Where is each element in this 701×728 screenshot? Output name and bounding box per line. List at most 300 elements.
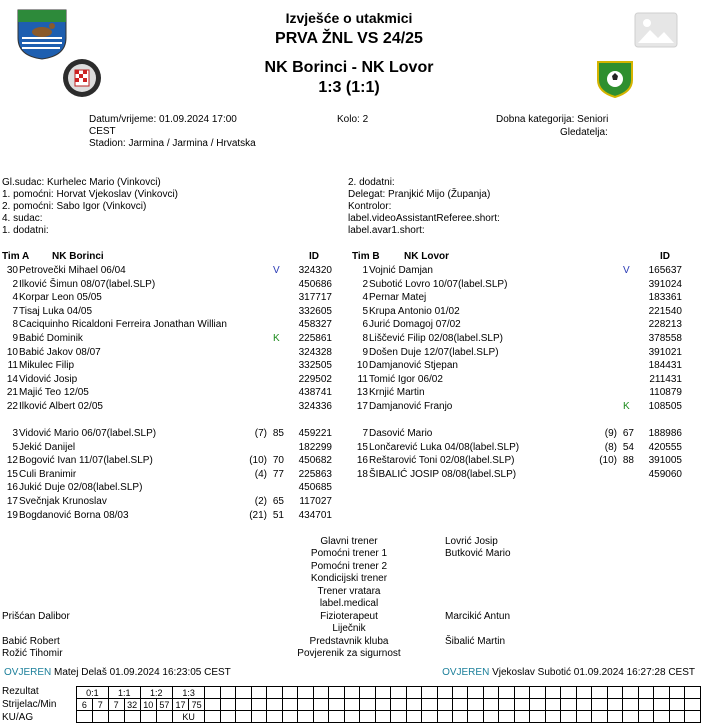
score-grid: [76, 686, 701, 723]
player-name: Reštarović Toni 02/08(label.SLP): [369, 455, 515, 467]
player-id: 228213: [648, 319, 682, 331]
player-id: 211431: [649, 373, 682, 385]
score-cell: [391, 711, 406, 723]
player-id: 391024: [648, 278, 682, 290]
player-row: [0, 305, 340, 318]
player-row: [350, 400, 690, 413]
staff-role: Povjerenik za sigurnost: [297, 648, 401, 659]
score-cell: [576, 699, 591, 711]
player-id: 438741: [298, 387, 332, 399]
player-name: Liščević Filip 02/08(label.SLP): [369, 333, 503, 344]
score-cell: 32: [124, 699, 140, 711]
player-id: 378558: [648, 333, 682, 344]
official-line: 1. dodatni:: [2, 225, 49, 236]
substitution-minute: 88: [622, 455, 634, 467]
player-number: 15: [6, 468, 18, 480]
score-cell: [607, 711, 622, 723]
player-number: 8: [12, 319, 18, 331]
score-cell: [654, 699, 669, 711]
score-cell: [638, 699, 653, 711]
stadium: Stadion: Jarmina / Jarmina / Hrvatska: [89, 138, 256, 149]
player-id: 458327: [298, 319, 332, 331]
substitute-row: [0, 454, 340, 467]
player-number: 14: [6, 373, 18, 385]
official-line: label.avar1.short:: [348, 225, 425, 236]
player-row: [350, 278, 690, 291]
verification-right: [442, 667, 695, 678]
player-name: Došen Duje 12/07(label.SLP): [369, 346, 499, 358]
team-a-security: Rožić Tihomir: [2, 648, 63, 659]
score-cell: 7: [108, 699, 124, 711]
score-cell: [77, 711, 93, 723]
score-cell: [267, 687, 282, 699]
score-cell: [220, 699, 235, 711]
score-row-results: [77, 687, 701, 699]
score-cell: [483, 687, 498, 699]
score-cell: [530, 711, 545, 723]
team-a-id-header: ID: [309, 251, 319, 262]
score-cell: [499, 687, 514, 699]
official-line: 2. pomoćni: Sabo Igor (Vinkovci): [2, 201, 147, 212]
player-number: 12: [6, 455, 18, 467]
team-a-name: NK Borinci: [52, 251, 104, 262]
score-cell: [391, 699, 406, 711]
score-cell: [530, 687, 545, 699]
player-name: Dasović Mario: [369, 428, 433, 439]
score-cell: [360, 687, 375, 699]
player-id: 117027: [299, 496, 332, 507]
player-id: 184431: [648, 360, 682, 372]
score-cell: [576, 711, 591, 723]
score-cell: [375, 687, 390, 699]
score-cell: [545, 699, 560, 711]
score-cell: [638, 687, 653, 699]
substitute-row: [350, 454, 690, 467]
staff-role: Predstavnik kluba: [309, 636, 389, 647]
score-cell: [685, 711, 701, 723]
player-row: [350, 346, 690, 359]
substitution-minute: 85: [272, 428, 284, 439]
player-row: [350, 359, 690, 372]
score-cell: [140, 711, 156, 723]
match-title: NK Borinci - NK Lovor: [264, 59, 434, 76]
player-id: 225863: [298, 468, 332, 480]
score-cell: [499, 699, 514, 711]
staff-role: Kondicijski trener: [310, 573, 388, 584]
score-cell: KU: [172, 711, 204, 723]
substitute-row: [350, 427, 690, 440]
player-id: 332605: [298, 305, 332, 317]
score-cell: [236, 699, 251, 711]
player-number: 9: [362, 346, 368, 358]
player-number: 7: [12, 305, 18, 317]
player-number: 9: [12, 333, 18, 344]
team-b-physio: Marcikić Antun: [445, 611, 511, 622]
player-number: 10: [356, 360, 368, 372]
player-name: Caciquinho Ricaldoni Ferreira Jonathan Willian: [19, 319, 227, 331]
player-id: 450682: [298, 455, 332, 467]
score-cell: [124, 711, 140, 723]
score-cell: [483, 711, 498, 723]
score-cell: [654, 711, 669, 723]
player-id: 391005: [648, 455, 682, 467]
score-cell: [607, 699, 622, 711]
player-id: 165637: [648, 265, 682, 276]
score-cell: [282, 699, 297, 711]
score-cell: [236, 711, 251, 723]
official-line: 2. dodatni:: [348, 177, 395, 188]
score-cell: [313, 711, 328, 723]
score-cell: [592, 687, 607, 699]
substitute-row: [350, 441, 690, 454]
score-cell: [251, 711, 266, 723]
player-name: Tisaj Luka 04/05: [19, 305, 93, 317]
staff-role: label.medical: [319, 598, 379, 609]
score-cell: [251, 687, 266, 699]
player-number: 22: [6, 401, 18, 412]
score-cell: [205, 711, 220, 723]
score-cell: 1:2: [140, 687, 172, 699]
player-id: 221540: [648, 305, 682, 317]
team-b-id-header: ID: [660, 251, 670, 262]
player-row: [0, 346, 340, 359]
team-a-physio: Prišćan Dalibor: [2, 611, 70, 622]
substitution-minute: 51: [272, 509, 284, 521]
score-label-ku: KU/AG: [2, 712, 34, 723]
score-cell: [406, 711, 421, 723]
match-datetime: Datum/vrijeme: 01.09.2024 17:00: [89, 114, 237, 125]
team-b-head-coach: Lovrić Josip: [445, 536, 498, 547]
image-placeholder-icon: [634, 12, 678, 48]
player-id: 324320: [298, 265, 332, 276]
player-number: 11: [357, 373, 368, 385]
score-cell: [298, 711, 313, 723]
substitution-minute: 67: [622, 428, 634, 439]
substitute-row: [0, 495, 340, 508]
player-number: 16: [356, 455, 368, 467]
player-row: [0, 386, 340, 399]
player-id: 324336: [298, 401, 332, 412]
player-row: [0, 400, 340, 413]
score-cell: [220, 687, 235, 699]
score-cell: [344, 699, 359, 711]
score-cell: [452, 687, 467, 699]
competition-name: PRVA ŽNL VS 24/25: [275, 30, 423, 47]
score-cell: [422, 711, 437, 723]
official-line: Kontrolor:: [348, 201, 392, 212]
player-name: Petrovečki Mihael 06/04: [19, 265, 126, 276]
score-cell: 75: [189, 699, 205, 711]
captain-badge: K: [273, 333, 280, 344]
player-number: 10: [6, 346, 18, 358]
substitution-replaced: (2): [254, 496, 267, 507]
score-label-result: Rezultat: [2, 686, 39, 697]
home-club-logo: [62, 58, 102, 98]
substitute-row: [0, 481, 340, 494]
score-cell: [437, 699, 452, 711]
player-row: [0, 264, 340, 277]
player-number: 2: [362, 278, 368, 290]
score-cell: [592, 699, 607, 711]
player-number: 8: [362, 333, 368, 344]
score-cell: [514, 699, 529, 711]
score-cell: [638, 711, 653, 723]
staff-role: Liječnik: [332, 623, 366, 634]
score-cell: [452, 711, 467, 723]
score-cell: [623, 699, 638, 711]
score-cell: [514, 711, 529, 723]
score-cell: [156, 711, 172, 723]
score-cell: [205, 687, 220, 699]
staff-role: Glavni trener: [320, 536, 378, 547]
substitution-minute: 70: [272, 455, 284, 467]
player-name: Jekić Danijel: [19, 441, 76, 453]
verified-by: Matej Delaš 01.09.2024 16:23:05 CEST: [54, 667, 231, 678]
player-name: ŠIBALIĆ JOSIP 08/08(label.SLP): [369, 468, 517, 480]
timezone: CEST: [89, 126, 116, 137]
substitution-replaced: (21): [249, 509, 267, 521]
substitute-row: [0, 441, 340, 454]
score-cell: [530, 699, 545, 711]
player-name: Damjanović Stjepan: [369, 360, 458, 372]
away-club-logo: [595, 58, 635, 98]
player-number: 3: [12, 428, 18, 439]
substitution-replaced: (9): [604, 428, 617, 439]
score-cell: [437, 687, 452, 699]
player-name: Bogdanović Borna 08/03: [19, 509, 129, 521]
player-number: 19: [6, 509, 18, 521]
score-cell: [561, 687, 576, 699]
score-cell: [267, 711, 282, 723]
goalkeeper-badge: V: [273, 265, 280, 276]
score-cell: [468, 711, 483, 723]
score-cell: [267, 699, 282, 711]
team-b-label: Tim B: [352, 251, 380, 262]
player-number: 2: [12, 278, 18, 290]
score-cell: [561, 711, 576, 723]
player-name: Krupa Antonio 01/02: [369, 305, 460, 317]
player-name: Bogović Ivan 11/07(label.SLP): [19, 455, 153, 467]
score-cell: [391, 687, 406, 699]
report-title: Izvješće o utakmici: [285, 10, 413, 26]
score-cell: [344, 711, 359, 723]
substitution-replaced: (7): [254, 428, 267, 439]
player-row: [350, 264, 690, 277]
score-cell: [623, 687, 638, 699]
match-result: 1:3 (1:1): [318, 79, 380, 96]
player-row: [0, 278, 340, 291]
score-cell: [669, 687, 684, 699]
player-id: 459221: [298, 428, 332, 439]
score-cell: [329, 687, 344, 699]
score-row-ku: [77, 711, 701, 723]
player-id: 332505: [298, 360, 332, 372]
score-cell: [220, 711, 235, 723]
score-cell: 1:3: [172, 687, 204, 699]
score-cell: [251, 699, 266, 711]
score-cell: [422, 687, 437, 699]
score-cell: [360, 711, 375, 723]
player-id: 420555: [648, 441, 682, 453]
substitution-replaced: (10): [599, 455, 617, 467]
player-id: 110879: [649, 387, 682, 399]
official-line: label.videoAssistantReferee.short:: [348, 213, 500, 224]
player-id: 183361: [648, 292, 682, 304]
player-name: Jukić Duje 02/08(label.SLP): [19, 482, 143, 494]
score-cell: [282, 711, 297, 723]
substitute-row: [350, 468, 690, 481]
player-number: 13: [356, 387, 368, 399]
score-cell: 57: [156, 699, 172, 711]
score-cell: 17: [172, 699, 188, 711]
team-b-assistant-coach: Butković Mario: [445, 548, 511, 559]
score-cell: 10: [140, 699, 156, 711]
player-name: Mikulec Filip: [19, 360, 75, 372]
player-row: [0, 359, 340, 372]
score-cell: [669, 711, 684, 723]
score-cell: [685, 687, 701, 699]
verified-badge: OVJEREN: [442, 667, 490, 678]
score-cell: [313, 699, 328, 711]
player-name: Damjanović Franjo: [369, 401, 453, 412]
score-cell: [205, 699, 220, 711]
player-name: Korpar Leon 05/05: [19, 292, 102, 304]
player-row: [0, 373, 340, 386]
player-number: 7: [362, 428, 368, 439]
score-cell: [236, 687, 251, 699]
substitute-row: [0, 509, 340, 522]
score-cell: [592, 711, 607, 723]
verified-badge: OVJEREN: [4, 667, 52, 678]
score-cell: [654, 687, 669, 699]
player-name: Majić Teo 12/05: [19, 387, 89, 399]
score-cell: [298, 699, 313, 711]
player-number: 16: [6, 482, 18, 494]
score-cell: [452, 699, 467, 711]
score-cell: [375, 711, 390, 723]
player-row: [350, 373, 690, 386]
player-id: 459060: [648, 468, 682, 480]
score-cell: [514, 687, 529, 699]
score-cell: [92, 711, 108, 723]
player-name: Lončarević Luka 04/08(label.SLP): [369, 441, 520, 453]
team-b-name: NK Lovor: [404, 251, 449, 262]
player-id: 229502: [298, 373, 332, 385]
player-name: Jurić Domagoj 07/02: [369, 319, 461, 331]
score-cell: [406, 699, 421, 711]
score-cell: [561, 699, 576, 711]
team-b-representative: Šibalić Martin: [445, 636, 506, 647]
substitute-row: [0, 427, 340, 440]
score-cell: [437, 711, 452, 723]
player-row: [350, 291, 690, 304]
verified-by: Vjekoslav Subotić 01.09.2024 16:27:28 CEST: [492, 667, 695, 678]
player-row: [350, 305, 690, 318]
score-cell: 1:1: [108, 687, 140, 699]
score-cell: 7: [92, 699, 108, 711]
staff-role: Pomoćni trener 2: [310, 561, 388, 572]
staff-role: Fizioterapeut: [320, 611, 378, 622]
team-a-label: Tim A: [2, 251, 30, 262]
player-id: 450686: [298, 278, 332, 290]
substitute-row: [0, 468, 340, 481]
player-id: 225861: [298, 333, 332, 344]
substitution-replaced: (10): [249, 455, 267, 467]
official-line: Delegat: Pranjkić Mijo (Županja): [348, 189, 491, 200]
score-cell: [329, 699, 344, 711]
score-cell: [468, 699, 483, 711]
player-number: 4: [12, 292, 18, 304]
player-id: 182299: [298, 441, 332, 453]
score-cell: [545, 687, 560, 699]
player-row: [350, 318, 690, 331]
score-cell: [298, 687, 313, 699]
score-cell: [282, 687, 297, 699]
score-row-minutes: [77, 699, 701, 711]
official-line: Gl.sudac: Kurhelec Mario (Vinkovci): [2, 177, 161, 188]
score-cell: [375, 699, 390, 711]
player-number: 30: [6, 265, 18, 276]
verification-left: [4, 667, 231, 678]
player-row: [0, 332, 340, 345]
player-name: Vidović Josip: [19, 373, 78, 385]
player-row: [350, 332, 690, 345]
county-coat-of-arms: [16, 8, 68, 60]
player-name: Krnjić Martin: [369, 387, 425, 399]
score-cell: [422, 699, 437, 711]
round: Kolo: 2: [337, 114, 369, 125]
player-number: 17: [356, 401, 368, 412]
score-cell: [669, 699, 684, 711]
age-category: Dobna kategorija: Seniori: [496, 114, 609, 125]
player-number: 5: [12, 441, 18, 453]
score-cell: [607, 687, 622, 699]
player-name: Babić Jakov 08/07: [19, 346, 101, 358]
staff-role: Pomoćni trener 1: [310, 548, 388, 559]
score-cell: [360, 699, 375, 711]
score-label-scorer: Strijelac/Min: [2, 699, 57, 710]
player-name: Babić Dominik: [19, 333, 83, 344]
player-number: 6: [362, 319, 368, 331]
score-cell: [499, 711, 514, 723]
player-number: 5: [362, 305, 368, 317]
substitution-minute: 54: [622, 441, 634, 453]
player-row: [0, 318, 340, 331]
player-id: 391021: [648, 346, 682, 358]
player-number: 15: [356, 441, 368, 453]
player-name: Subotić Lovro 10/07(label.SLP): [369, 278, 508, 290]
score-cell: [406, 687, 421, 699]
player-name: Culi Branimir: [19, 468, 77, 480]
score-cell: [344, 687, 359, 699]
score-cell: [576, 687, 591, 699]
substitution-minute: 77: [272, 468, 284, 480]
score-cell: [623, 711, 638, 723]
score-cell: [545, 711, 560, 723]
player-id: 450685: [298, 482, 332, 494]
player-name: Vojnić Damjan: [369, 265, 433, 276]
player-row: [0, 291, 340, 304]
player-name: Ilković Šimun 08/07(label.SLP): [19, 278, 156, 290]
player-name: Ilković Albert 02/05: [19, 401, 103, 412]
score-cell: [108, 711, 124, 723]
player-name: Tomić Igor 06/02: [369, 373, 443, 385]
substitution-minute: 65: [272, 496, 284, 507]
goalkeeper-badge: V: [623, 265, 630, 276]
score-cell: [685, 699, 701, 711]
substitution-replaced: (4): [254, 468, 267, 480]
player-number: 17: [6, 496, 18, 507]
